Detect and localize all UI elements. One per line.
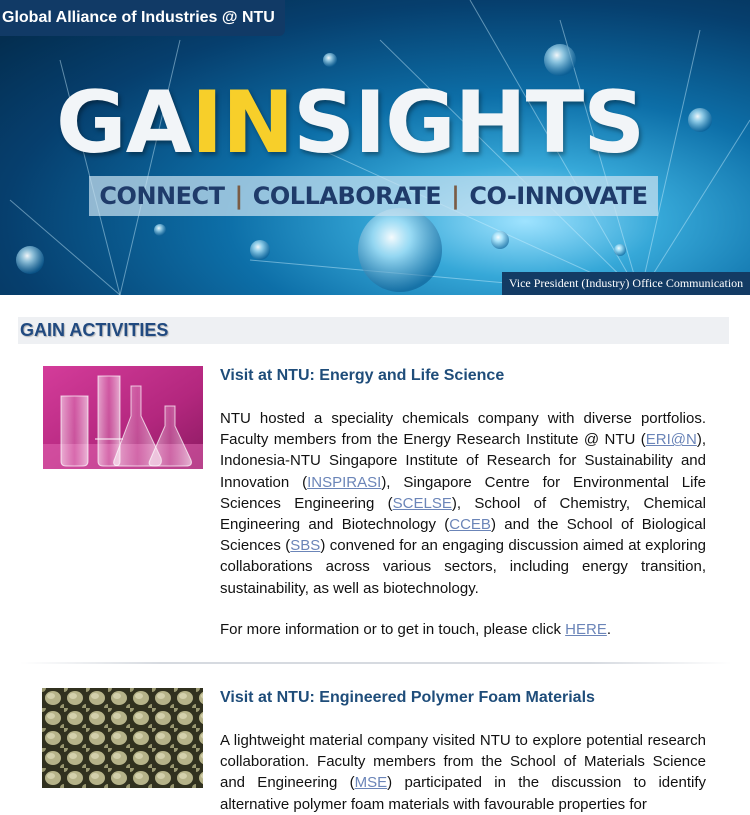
link-sbs[interactable]: SBS xyxy=(290,537,321,555)
polymer-foam-image xyxy=(42,688,203,788)
link-inspirasi[interactable]: INSPIRASI xyxy=(307,473,382,491)
article-body xyxy=(220,408,706,599)
office-label: Vice President (Industry) Office Communication xyxy=(502,272,750,295)
body-text: A lightweight material company visited NTU to explore potential research collaboration. Faculty members from the School of Materials Science and Engineering ( xyxy=(220,732,706,792)
section-title: GAIN ACTIVITIES xyxy=(18,317,729,344)
tagline xyxy=(89,176,658,216)
tagline-separator: | xyxy=(451,182,460,210)
body-text: NTU hosted a speciality chemicals company with diverse portfolios. Faculty members from the Energy Research Institute @ NTU ( xyxy=(220,410,706,449)
body-text: ) participated in the discussion to identify alternative polymer foam materials with favourable properties for xyxy=(220,774,706,813)
article-body xyxy=(220,730,706,815)
body-text: ) convened for an engaging discussion aimed at exploring collaborations across various sectors, including energy transition, sustainability, as well as biotechnology. xyxy=(220,537,707,597)
newsletter-banner xyxy=(0,0,750,295)
tagline-separator: | xyxy=(234,182,243,210)
article-divider xyxy=(20,662,732,664)
article-title: Visit at NTU: Energy and Life Science xyxy=(220,367,505,384)
link-scelse[interactable]: SCELSE xyxy=(392,494,452,512)
body-text: ), Singapore Centre for Environmental Life Sciences Engineering ( xyxy=(220,473,706,512)
title-highlight: IN xyxy=(191,73,294,173)
link-eri-n[interactable]: ERI@N xyxy=(645,431,697,449)
more-info-text: For more information or to get in touch, please click xyxy=(220,621,566,638)
article-title: Visit at NTU: Engineered Polymer Foam Materials xyxy=(220,689,595,706)
link-mse[interactable]: MSE xyxy=(354,774,388,792)
lab-glassware-image xyxy=(43,366,203,469)
tagline-co-innovate: CO-INNOVATE xyxy=(469,182,648,210)
body-text: ) and the School of Biological Sciences ( xyxy=(220,516,706,555)
title-part-1: GA xyxy=(56,73,192,173)
tagline-collaborate: COLLABORATE xyxy=(252,182,442,210)
organization-name: Global Alliance of Industries @ NTU xyxy=(0,0,285,36)
newsletter-title xyxy=(56,73,645,173)
body-text: ), Indonesia-NTU Singapore Institute of Research for Sustainability and Innovation ( xyxy=(220,431,706,491)
more-info xyxy=(220,619,706,640)
more-info-end: . xyxy=(606,621,612,638)
tagline-connect: CONNECT xyxy=(99,182,225,210)
body-text: ), School of Chemistry, Chemical Engineering and Biotechnology ( xyxy=(220,494,706,534)
link-cceb[interactable]: CCEB xyxy=(449,516,491,534)
title-part-2: SIGHTS xyxy=(293,73,645,173)
here-link[interactable]: HERE xyxy=(565,621,607,638)
